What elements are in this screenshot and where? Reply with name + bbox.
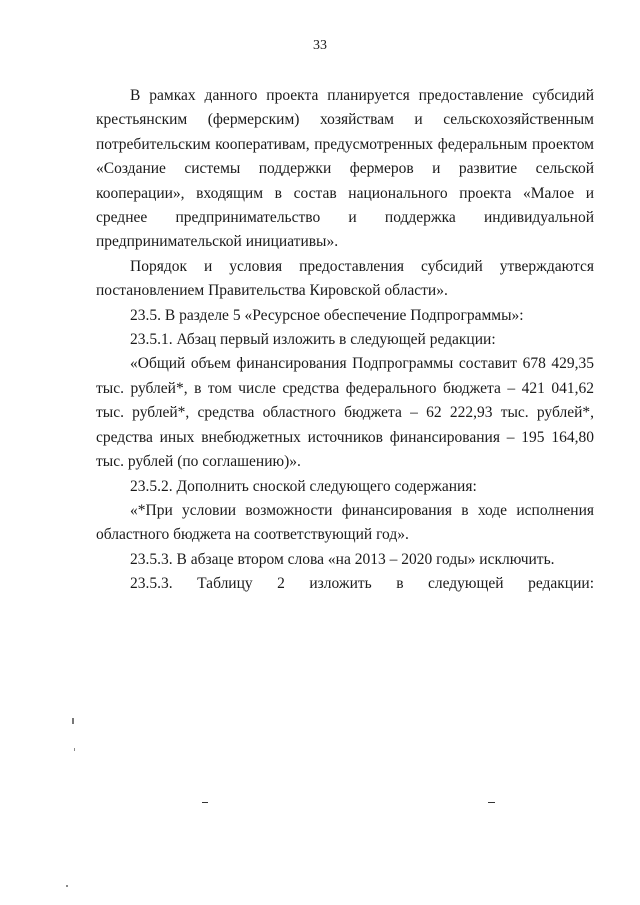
scan-mark — [74, 748, 75, 751]
document-body — [96, 84, 594, 597]
paragraph-project-subsidies: В рамках данного проекта планируется предоставление субсидий крестьянским (фермерским) хозяйствам и сельскохозяйственным потребительским кооперативам, предусмотренных федеральным проектом «Создание системы поддержки фермеров и развитие сельской кооперации», входящим в состав национального проекта «Малое и среднее предпринимательство и поддержка индивидуальной предпринимательской инициативы». — [96, 87, 594, 251]
paragraph-section-23-5-3-b: 23.5.3. Таблицу 2 изложить в следующей редакции: — [130, 575, 594, 593]
paragraph-section-23-5-3-a: 23.5.3. В абзаце втором слова «на 2013 – 2020 годы» исключить. — [130, 550, 555, 568]
paragraph-section-23-5-2: 23.5.2. Дополнить сноской следующего содержания: — [130, 477, 477, 495]
paragraph-financing-volume: «Общий объем финансирования Подпрограммы составит 678 429,35 тыс. рублей*, в том числе средства федерального бюджета – 421 041,62 тыс. рублей*, средства областного бюджета – 62 222,93 тыс. рублей*, средства иных внебюджетных источников финансирования – 195 164,80 тыс. рублей (по соглашению)». — [96, 355, 594, 471]
paragraph-section-23-5-1: 23.5.1. Абзац первый изложить в следующей редакции: — [130, 331, 496, 349]
paragraph-footnote-text: «*При условии возможности финансирования в ходе исполнения областного бюджета на соответствующий год». — [96, 501, 594, 544]
paragraph-section-23-5: 23.5. В разделе 5 «Ресурсное обеспечение Подпрограммы»: — [130, 306, 524, 324]
paragraph-subsidy-procedure: Порядок и условия предоставления субсидий утверждаются постановлением Правительства Кировской области». — [96, 257, 594, 300]
scan-mark — [66, 885, 68, 887]
scan-mark — [488, 802, 495, 803]
scan-mark — [202, 802, 208, 803]
scan-mark — [72, 718, 74, 724]
page-number: 33 — [313, 38, 327, 53]
